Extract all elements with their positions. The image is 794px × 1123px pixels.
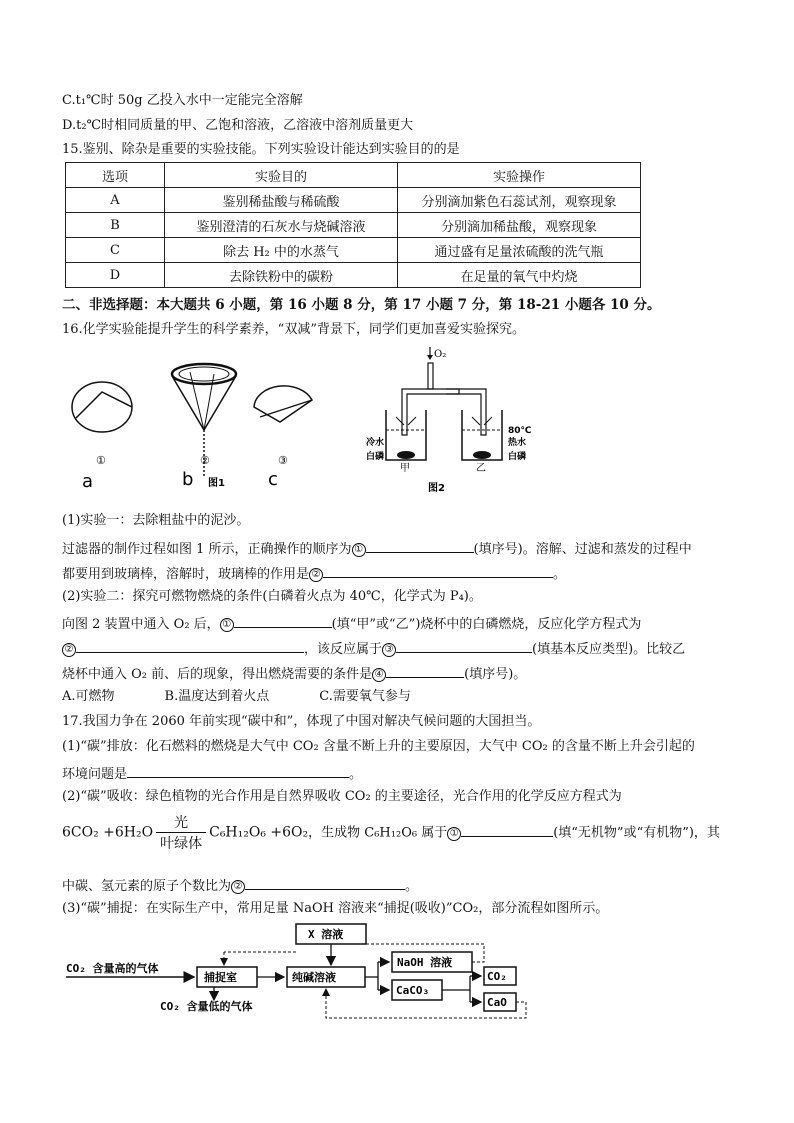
answer-blank[interactable] — [76, 638, 304, 653]
text: ，该反应属于 — [304, 642, 383, 657]
table-row — [66, 188, 641, 213]
condition-chlorophyll: 叶绿体 — [160, 836, 203, 852]
table-row — [66, 263, 641, 288]
equation-reactants: 6CO₂ +6H₂O — [62, 824, 154, 841]
table-cell: 通过盛有足量浓硫酸的洗气瓶 — [398, 238, 641, 263]
answer-number: ② — [231, 880, 245, 894]
table-row — [66, 238, 641, 263]
text: (填“甲”或“乙”)烧杯中的白磷燃烧，反应化学方程式为 — [331, 617, 642, 632]
choice-b: B.温度达到着火点 — [164, 689, 270, 704]
text: (填“无机物”或“有机物”)，其 — [553, 825, 720, 841]
table-header: 选项 — [66, 163, 165, 188]
fig1-label-1: ① — [96, 454, 106, 467]
answer-number: ① — [220, 618, 234, 632]
white-phosphorus-left-label: 白磷 — [366, 452, 385, 462]
temperature-label: 80℃ — [508, 426, 532, 436]
photosynthesis-equation — [62, 812, 720, 853]
text: 烧杯中通入 O₂ 前、后的现象，得出燃烧需要的条件是 — [62, 667, 373, 682]
fig1-label-2: ② — [200, 454, 210, 467]
q16-part1-line-a — [62, 538, 692, 559]
table-header: 实验目的 — [165, 163, 398, 188]
table-header: 实验操作 — [398, 163, 641, 188]
reaction-condition — [156, 812, 206, 853]
answer-blank[interactable] — [323, 563, 553, 578]
naoh-solution-label: NaOH 溶液 — [397, 956, 453, 969]
q16-part2-line-a — [62, 613, 641, 634]
figure-2-combustion-apparatus — [366, 345, 546, 495]
text: 。 — [553, 567, 567, 582]
table-cell: 在足量的氧气中灼烧 — [398, 263, 641, 288]
q16-part1: (1)实验一：去除粗盐中的泥沙。 — [62, 513, 250, 528]
q16-part1-line-b — [62, 563, 566, 584]
table-cell: 分别滴加稀盐酸，观察现象 — [398, 213, 641, 238]
question-16: 16.化学实验能提升学生的科学素养，“双减”背景下，同学们更加喜爱实验探究。 — [62, 322, 525, 337]
capture-chamber-label: 捕捉室 — [204, 971, 237, 984]
cold-water-label: 冷水 — [366, 438, 385, 448]
q16-part2-line-c — [62, 663, 526, 684]
beaker-yi-label: 乙 — [476, 463, 486, 474]
cao-label: CaO — [487, 996, 507, 1009]
q17-part2-line-b — [62, 875, 418, 896]
table-header-row — [66, 163, 641, 188]
fig1-caption: 图1 — [208, 478, 225, 489]
q17-part3: (3)“碳”捕捉：在实际生产中，常用足量 NaOH 溶液来“捕捉(吸收)”CO₂，部分流程如图所示。 — [62, 901, 609, 916]
carbon-capture-flowchart — [64, 922, 534, 1022]
flow-output-label: CO₂ 含量低的气体 — [160, 1000, 253, 1013]
text: 环境问题是 — [62, 767, 128, 782]
q17-part1-line-b — [62, 763, 362, 784]
question-15: 15.鉴别、除杂是重要的实验技能。下列实验设计能达到实验目的的是 — [62, 142, 460, 157]
figure-1-filter-folding — [64, 352, 334, 492]
hot-water-label: 热水 — [508, 438, 527, 448]
experiment-table — [65, 162, 641, 288]
text: 都要用到玻璃棒，溶解时，玻璃棒的作用是 — [62, 567, 310, 582]
answer-blank[interactable] — [245, 875, 405, 890]
option-c-line: C.t₁℃时 50g 乙投入水中一定能完全溶解 — [62, 93, 303, 108]
fig2-caption: 图2 — [428, 483, 445, 494]
fig1-letter-a: a — [82, 471, 94, 492]
caco3-label: CaCO₃ — [396, 984, 430, 997]
q17-part2: (2)“碳”吸收：绿色植物的光合作用是自然界吸收 CO₂ 的主要途径，光合作用的化学反应方程式为 — [62, 789, 622, 804]
table-row — [66, 213, 641, 238]
fig1-letter-c: c — [268, 469, 278, 490]
table-cell: C — [66, 238, 165, 263]
text: 中碳、氢元素的原子个数比为 — [62, 879, 232, 894]
answer-number: ① — [352, 543, 366, 557]
fig1-label-3: ③ — [278, 454, 288, 467]
q16-part2: (2)实验二：探究可燃物燃烧的条件(白磷着火点为 40℃，化学式为 P₄)。 — [62, 589, 482, 604]
answer-number: ④ — [372, 668, 386, 682]
q16-options — [62, 688, 411, 706]
text: 过滤器的制作过程如图 1 所示，正确操作的顺序为 — [62, 542, 352, 557]
section-2-heading: 二、非选择题：本大题共 6 小题，第 16 小题 8 分，第 17 小题 7 分，第 18-21 小题各 10 分。 — [62, 297, 661, 313]
soda-solution-label: 纯碱溶液 — [292, 971, 336, 984]
answer-number: ③ — [382, 643, 396, 657]
choice-a: A.可燃物 — [62, 689, 115, 704]
choice-c: C.需要氧气参与 — [319, 689, 411, 704]
answer-blank[interactable] — [461, 822, 553, 837]
table-cell: B — [66, 213, 165, 238]
text: (填基本反应类型)。比较乙 — [532, 642, 686, 657]
answer-number: ② — [309, 568, 323, 582]
answer-blank[interactable] — [127, 763, 349, 778]
beaker-jia-label: 甲 — [400, 463, 410, 474]
table-cell: A — [66, 188, 165, 213]
q17-part1: (1)“碳”排放：化石燃料的燃烧是大气中 CO₂ 含量不断上升的主要原因，大气中 CO₂ 的含量不断上升会引起的 — [62, 739, 695, 754]
answer-blank[interactable] — [366, 538, 474, 553]
q16-part2-line-b — [62, 638, 685, 659]
text: 。 — [405, 879, 419, 894]
x-solution-label: X 溶液 — [308, 928, 344, 941]
table-cell: 去除铁粉中的碳粉 — [165, 263, 398, 288]
answer-blank[interactable] — [234, 613, 332, 628]
white-phosphorus-right-label: 白磷 — [508, 452, 527, 462]
equation-products: C₆H₁₂O₆ +6O₂ — [209, 824, 309, 841]
o2-label: O₂ — [434, 349, 447, 360]
text: 向图 2 装置中通入 O₂ 后， — [62, 617, 220, 632]
text: (填序号)。溶解、过滤和蒸发的过程中 — [473, 542, 692, 557]
answer-number: ② — [62, 643, 76, 657]
table-cell: 除去 H₂ 中的水蒸气 — [165, 238, 398, 263]
table-cell: 鉴别澄清的石灰水与烧碱溶液 — [165, 213, 398, 238]
flow-input-label: CO₂ 含量高的气体 — [66, 962, 159, 975]
table-cell: D — [66, 263, 165, 288]
question-17: 17.我国力争在 2060 年前实现“碳中和”，体现了中国对解决气候问题的大国担当。 — [62, 714, 541, 729]
text: ，生成物 C₆H₁₂O₆ 属于 — [308, 825, 448, 841]
fig1-letter-b: b — [182, 469, 194, 490]
answer-blank[interactable] — [396, 638, 532, 653]
text: 。 — [349, 767, 363, 782]
answer-blank[interactable] — [386, 663, 464, 678]
answer-number: ① — [447, 827, 461, 841]
table-cell: 分别滴加紫色石蕊试剂，观察现象 — [398, 188, 641, 213]
text: (填序号)。 — [464, 667, 527, 682]
co2-label: CO₂ — [487, 970, 507, 983]
option-d-line: D.t₂℃时相同质量的甲、乙饱和溶液，乙溶液中溶剂质量更大 — [62, 118, 414, 133]
table-cell: 鉴别稀盐酸与稀硫酸 — [165, 188, 398, 213]
condition-light: 光 — [156, 812, 206, 833]
